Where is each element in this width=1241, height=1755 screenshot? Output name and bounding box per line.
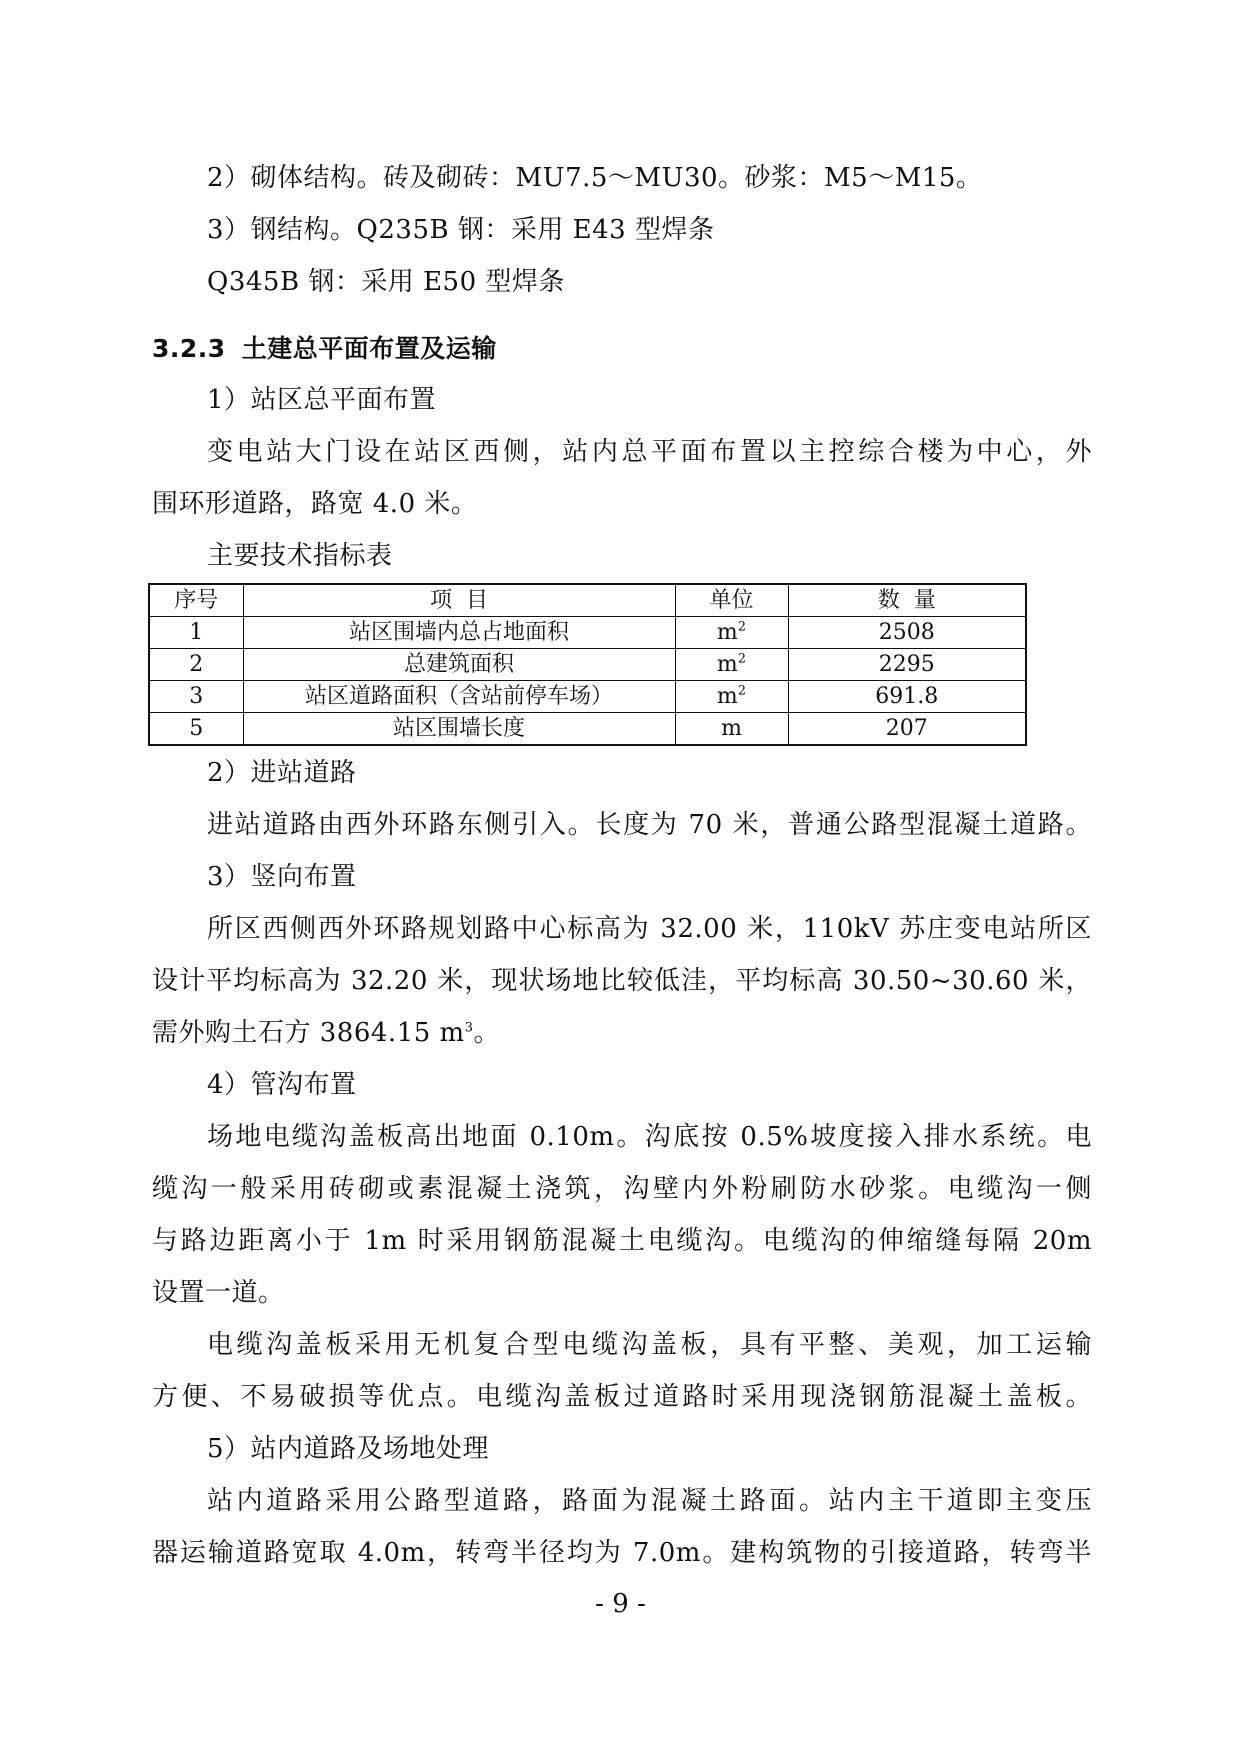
sub2-paragraph-line: 进站道路由西外环路东侧引入。长度为 70 米，普通公路型混凝土道路。	[207, 810, 1092, 840]
sub1-paragraph-line: 变电站大门设在站区西侧，站内总平面布置以主控综合楼为中心，外	[207, 437, 1092, 467]
sub1-paragraph-line: 围环形道路，路宽 4.0 米。	[152, 489, 478, 519]
masonry-structure-line: 2）砌体结构。砖及砌砖：MU7.5～MU30。砂浆：M5～M15。	[207, 163, 983, 193]
sub5-paragraph-line: 器运输道路宽取 4.0m，转弯半径均为 7.0m。建构筑物的引接道路，转弯半	[152, 1538, 1092, 1568]
sub3-heading: 3）竖向布置	[207, 862, 357, 892]
steel-q345b-line: Q345B 钢：采用 E50 型焊条	[207, 267, 565, 297]
header-unit: 单位	[675, 584, 788, 617]
cell-qty: 691.8	[788, 681, 1026, 713]
cell-item: 站区围墙长度	[243, 713, 675, 746]
technical-indicators-table	[148, 583, 1027, 746]
cell-qty: 2295	[788, 649, 1026, 681]
table-row	[149, 617, 1026, 649]
cell-no: 3	[149, 681, 243, 713]
table-row	[149, 681, 1026, 713]
sub3-paragraph-line: 设计平均标高为 32.20 米，现状场地比较低洼，平均标高 30.50~30.60 米，	[152, 966, 1092, 996]
sub3-paragraph-line: 需外购土石方 3864.15 $m^3$。	[152, 1018, 500, 1048]
header-item: 项 目	[243, 584, 675, 617]
cell-no: 2	[149, 649, 243, 681]
section-title: 土建总平面布置及运输	[241, 334, 497, 363]
cell-unit: $m^2$	[675, 649, 788, 681]
sub4-paragraph-line: 场地电缆沟盖板高出地面 0.10m。沟底按 0.5%坡度接入排水系统。电	[207, 1122, 1092, 1152]
cell-unit: m	[675, 713, 788, 746]
sub4-heading: 4）管沟布置	[207, 1070, 357, 1100]
cell-item: 站区道路面积（含站前停车场）	[243, 681, 675, 713]
table-header-row	[149, 584, 1026, 617]
cell-item: 站区围墙内总占地面积	[243, 617, 675, 649]
cell-qty: 207	[788, 713, 1026, 746]
sub4-paragraph-line: 与路边距离小于 1m 时采用钢筋混凝土电缆沟。电缆沟的伸缩缝每隔 20m	[152, 1226, 1092, 1256]
cell-item: 总建筑面积	[243, 649, 675, 681]
sub4-paragraph-line: 电缆沟盖板采用无机复合型电缆沟盖板，具有平整、美观，加工运输	[207, 1330, 1092, 1360]
cell-unit: $m^2$	[675, 681, 788, 713]
cell-no: 5	[149, 713, 243, 746]
sub5-paragraph-line: 站内道路采用公路型道路，路面为混凝土路面。站内主干道即主变压	[207, 1486, 1092, 1516]
sub4-paragraph-line: 设置一道。	[152, 1278, 285, 1308]
sub4-paragraph-line: 缆沟一般采用砖砌或素混凝土浇筑，沟壁内外粉刷防水砂浆。电缆沟一侧	[152, 1174, 1092, 1204]
sub5-heading: 5）站内道路及场地处理	[207, 1434, 490, 1464]
table-caption: 主要技术指标表	[207, 541, 393, 571]
section-heading	[152, 332, 1092, 366]
table-row	[149, 713, 1026, 746]
cell-no: 1	[149, 617, 243, 649]
header-no: 序号	[149, 584, 243, 617]
sub3-paragraph-line: 所区西侧西外环路规划路中心标高为 32.00 米，110kV 苏庄变电站所区	[207, 914, 1092, 944]
sub4-paragraph-line: 方便、不易破损等优点。电缆沟盖板过道路时采用现浇钢筋混凝土盖板。	[152, 1382, 1092, 1412]
cell-qty: 2508	[788, 617, 1026, 649]
table-row	[149, 649, 1026, 681]
page-number: - 9 -	[595, 1589, 646, 1619]
cell-unit: $m^2$	[675, 617, 788, 649]
sub1-heading: 1）站区总平面布置	[207, 385, 437, 415]
sub2-heading: 2）进站道路	[207, 758, 357, 788]
section-number: 3.2.3	[152, 334, 226, 363]
header-qty: 数 量	[788, 584, 1026, 617]
steel-structure-line: 3）钢结构。Q235B 钢：采用 E43 型焊条	[207, 215, 715, 245]
